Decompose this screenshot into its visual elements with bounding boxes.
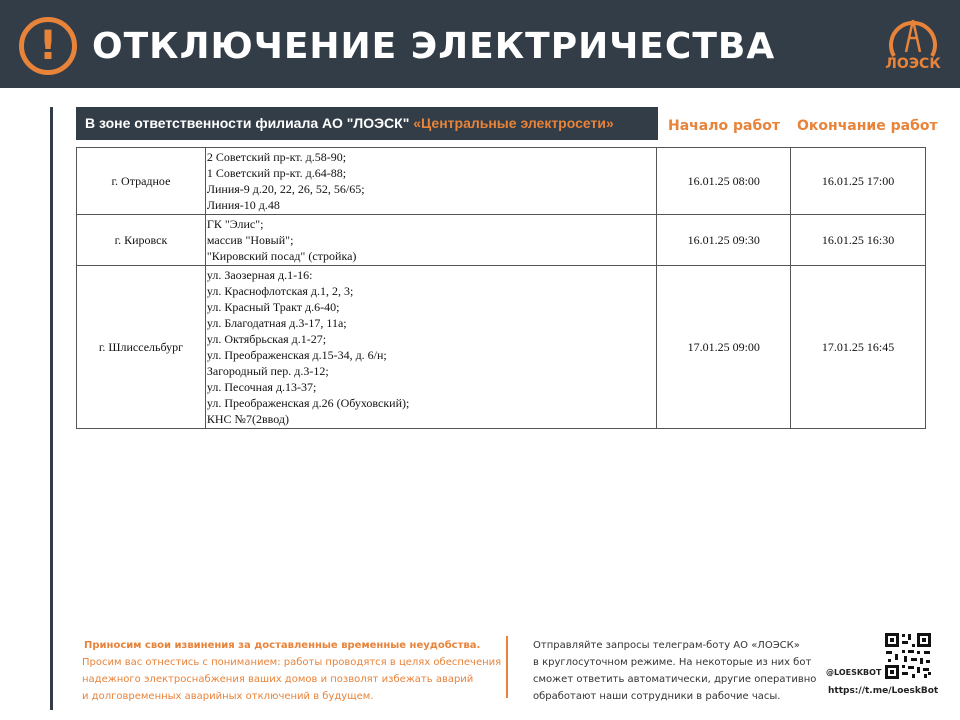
left-accent-bar <box>50 107 53 710</box>
footer-right-line: обработают наши сотрудники в рабочие часы. <box>533 691 781 702</box>
city-cell: г. Отрадное <box>77 148 206 215</box>
zone-highlight: «Центральные электросети» <box>413 115 614 131</box>
address-line: ул. Благодатная д.3-17, 11а; <box>206 316 347 330</box>
footer-right-line: сможет ответить автоматически, другие оперативно <box>533 674 817 685</box>
address-line: Загородный пер. д.3-12; <box>206 364 329 378</box>
table-row <box>77 266 926 429</box>
address-line: Линия-10 д.48 <box>206 198 280 212</box>
address-line: ГК "Элис"; <box>206 217 264 231</box>
footer-bot-block <box>533 637 823 705</box>
address-cell <box>205 215 656 266</box>
start-cell: 16.01.25 08:00 <box>657 148 791 215</box>
footer-right-line: в круглосуточном режиме. На некоторые из них бот <box>533 657 812 668</box>
city-cell: г. Кировск <box>77 215 206 266</box>
apology-text: Приносим свои извинения за доставленные временные неудобства. <box>84 640 481 651</box>
end-cell: 16.01.25 17:00 <box>791 148 926 215</box>
address-line: ул. Песочная д.13-37; <box>206 380 317 394</box>
address-cell <box>205 148 656 215</box>
alert-icon: ! <box>19 17 77 75</box>
footer-left-line: Просим вас отнестись с пониманием: работы проводятся в целях обеспечения <box>82 657 502 668</box>
zone-prefix: В зоне ответственности филиала АО "ЛОЭСК" <box>85 115 414 131</box>
address-line: ул. Преображенская д.15-34, д. 6/н; <box>206 348 387 362</box>
footer-left-line: надежного электроснабжения ваших домов и позволят избежать аварий <box>82 674 474 685</box>
table-row <box>77 215 926 266</box>
address-line: ул. Преображенская д.26 (Обуховский); <box>206 396 410 410</box>
address-line: Линия-9 д.20, 22, 26, 52, 56/65; <box>206 182 365 196</box>
bot-handle: @LOESKBOT <box>826 668 882 677</box>
outage-table <box>76 147 926 429</box>
zone-banner <box>76 107 658 140</box>
logo-text: ЛОЭСК <box>885 56 941 72</box>
address-line: 1 Советский пр-кт. д.64-88; <box>206 166 347 180</box>
end-cell: 16.01.25 16:30 <box>791 215 926 266</box>
column-start-header: Начало работ <box>668 118 780 134</box>
footer-divider <box>506 636 508 698</box>
address-line: ул. Октябрьская д.1-27; <box>206 332 327 346</box>
column-end-header: Окончание работ <box>797 118 938 134</box>
page-title: ОТКЛЮЧЕНИЕ ЭЛЕКТРИЧЕСТВА <box>92 26 776 67</box>
address-line: КНС №7(2ввод) <box>206 412 289 426</box>
footer-apology-block <box>82 637 502 705</box>
address-line: ул. Заозерная д.1-16: <box>206 268 313 282</box>
footer-right-line: Отправляйте запросы телеграм-боту АО «ЛОЭСК» <box>533 640 800 651</box>
qr-code-icon[interactable] <box>884 632 932 680</box>
end-cell: 17.01.25 16:45 <box>791 266 926 429</box>
start-cell: 17.01.25 09:00 <box>657 266 791 429</box>
address-line: ул. Краснофлотская д.1, 2, 3; <box>206 284 354 298</box>
header-band <box>0 0 960 88</box>
address-line: 2 Советский пр-кт. д.58-90; <box>206 150 347 164</box>
address-line: ул. Красный Тракт д.6-40; <box>206 300 340 314</box>
address-line: "Кировский посад" (стройка) <box>206 249 357 263</box>
start-cell: 16.01.25 09:30 <box>657 215 791 266</box>
address-line: массив "Новый"; <box>206 233 294 247</box>
footer-left-line: и долговременных аварийных отключений в будущем. <box>82 691 374 702</box>
bot-link[interactable]: https://t.me/LoeskBot <box>828 686 939 696</box>
address-cell <box>205 266 656 429</box>
city-cell: г. Шлиссельбург <box>77 266 206 429</box>
table-row <box>77 148 926 215</box>
